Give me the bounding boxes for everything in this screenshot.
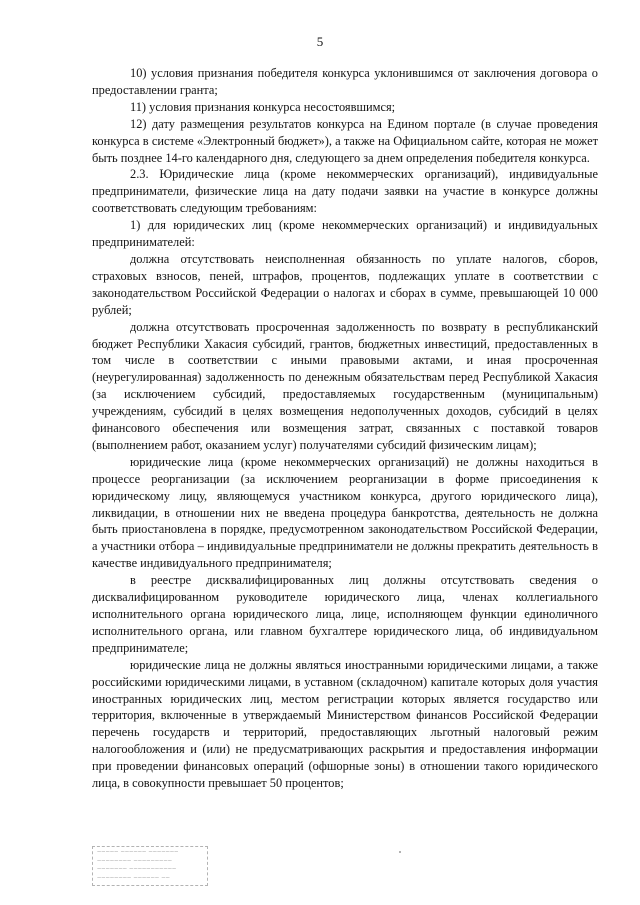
approval-stamp: ~~~~~ ~~~~~~ ~~~~~~~ ~~~~~~~~ ~~~~~~~~~ ~~~~~~~ ~~~~~~~~~~~ ~~~~~~~~ ~~~~~~ ~~ bbox=[92, 846, 208, 886]
paragraph-budget-debt: должна отсутствовать просроченная задолженность по возврату в республиканский бюджет Республики Хакасия субсидий, грантов, бюджетных инвестиций, предоставленных в том числе в соответствии с иными правовыми актами, и иная просроченная (неурегулированная) задолженность по денежным обязательствам перед Республикой Хакасия (за исключением субсидий, предоставляемых государственным (муниципальным) учреждениям, субсидий в целях возмещения недополученных доходов, субсидий в целях финансового обеспечения или возмещения затрат, связанных с поставкой товаров (выполнением работ, оказанием услуг) получателями субсидий физическим лицам); bbox=[92, 319, 598, 452]
paragraph-foreign-entities: юридические лица не должны являться иностранными юридическими лицами, а также российскими юридическими лицами, в уставном (складочном) капитале которых доля участия иностранных юридических лиц, местом регистрации которых является государство или территория, включенные в утверждаемый Министерством финансов Российской Федерации перечень государств и территорий, предоставляющих льготный налоговый режим налогообложения и (или) не предусматривающих раскрытия и предоставления информации при проведении финансовых операций (офшорные зоны) в отношении такого юридического лица, в совокупности превышает 50 процентов; bbox=[92, 657, 598, 791]
paragraph-item-12: 12) дату размещения результатов конкурса на Едином портале (в случае проведения конкурса в системе «Электронный бюджет»), а также на Официальном сайте, которая не может быть позднее 14-го календарного дня, следующего за днем определения победителя конкурса. bbox=[92, 116, 598, 165]
paragraph-item-11: 11) условия признания конкурса несостоявшимся; bbox=[130, 99, 396, 114]
paragraph-disqualified-registry: в реестре дисквалифицированных лиц должны отсутствовать сведения о дисквалифицированном руководителе юридического лица, членах коллегиального исполнительного органа юридического лица, лице, исполняющем функции единоличного исполнительного органа, или главном бухгалтере юридического лица, об индивидуальном предпринимателе; bbox=[92, 573, 598, 655]
paragraph-subsection-1: 1) для юридических лиц (кроме некоммерческих организаций) и индивидуальных предпринимателей: bbox=[92, 218, 598, 250]
paragraph-item-10: 10) условия признания победителя конкурса уклонившимся от заключения договора о предоставлении гранта; bbox=[92, 66, 598, 97]
paragraph-reorganization: юридические лица (кроме некоммерческих организаций) не должны находиться в процессе реорганизации (за исключением реорганизации в форме присоединения к юридическому лицу, являющемуся участником конкурса, другого юридического лица), ликвидации, в отношении них не введена процедура банкротства, деятельность не должна быть приостановлена в порядке, предусмотренном законодательством Российской Федерации, а участники отбора – индивидуальные предприниматели не должны прекратить деятельность в качестве индивидуального предпринимателя; bbox=[92, 454, 598, 571]
paragraph-tax-arrears: должна отсутствовать неисполненная обязанность по уплате налогов, сборов, страховых взносов, пеней, штрафов, процентов, подлежащих уплате в соответствии с законодательством Российской Федерации о налогах и сборах в сумме, превышающей 10 000 рублей; bbox=[92, 251, 598, 317]
paragraph-section-2-3: 2.3. Юридические лица (кроме некоммерческих организаций), индивидуальные предприниматели, физические лица на дату подачи заявки на участие в конкурсе должны соответствовать следующим требованиям: bbox=[92, 167, 598, 216]
page-number: 5 bbox=[316, 34, 324, 49]
scan-speck bbox=[399, 851, 401, 853]
document-body bbox=[92, 65, 598, 792]
